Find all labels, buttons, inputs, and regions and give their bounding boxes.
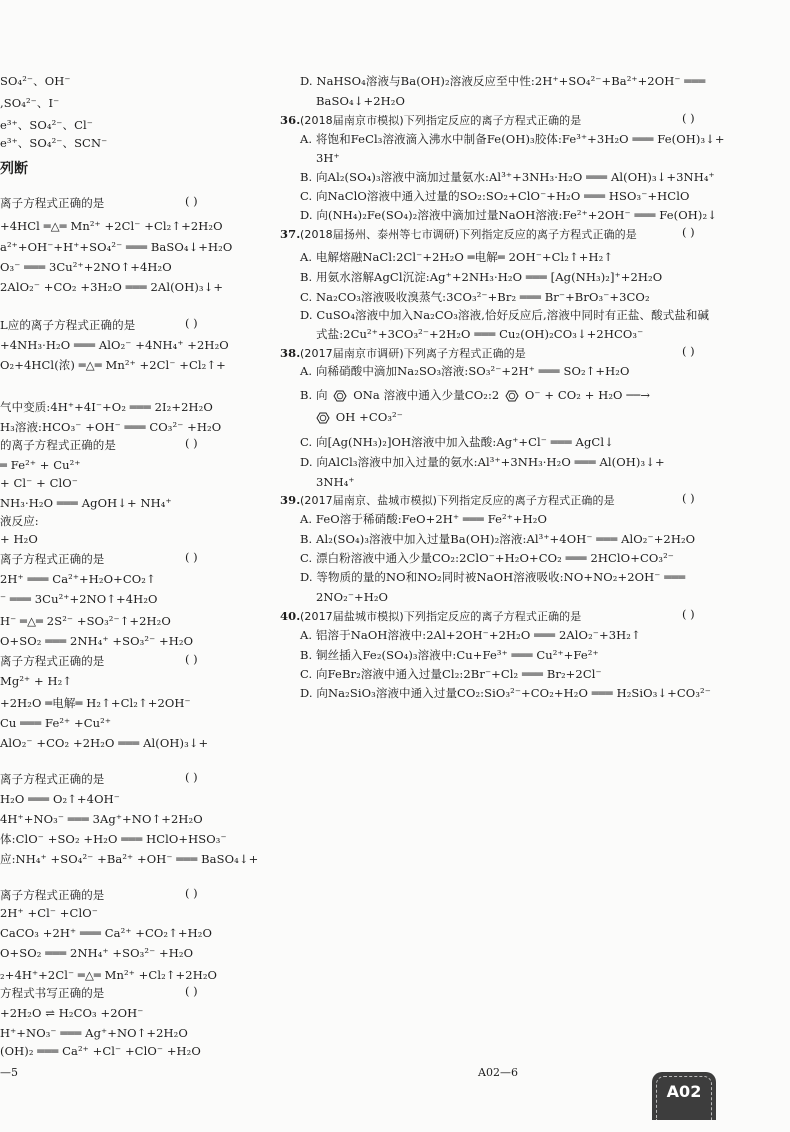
text-line: + Cl⁻ + ClO⁻ [0, 476, 78, 490]
option-line: 式盐:2Cu²⁺+3CO₃²⁻+2H₂O ═══ Cu₂(OH)₂CO₃↓+2HCO₃⁻ [316, 327, 644, 341]
text-line: ═ Fe²⁺ + Cu²⁺ [0, 458, 81, 472]
answer-bracket: ( ) [185, 316, 198, 330]
text-line: 应:NH₄⁺ +SO₄²⁻ +Ba²⁺ +OH⁻ ═══ BaSO₄↓+ [0, 852, 259, 866]
text-line: H⁻ ═△═ 2S²⁻ +SO₃²⁻↑+2H₂O [0, 614, 171, 628]
text-line: AlO₂⁻ +CO₂ +2H₂O ═══ Al(OH)₃↓+ [0, 736, 209, 750]
option-b-prefix: B. 向 [300, 388, 328, 402]
option-d: D. 等物质的量的NO和NO₂同时被NaOH溶液吸收:NO+NO₂+2OH⁻ ═══ [300, 570, 686, 584]
text-line: + H₂O [0, 532, 38, 546]
answer-bracket: ( ) [185, 886, 198, 900]
text-line: +2H₂O ⇌ H₂CO₃ +2OH⁻ [0, 1006, 144, 1020]
question-number: 37. [280, 227, 301, 241]
option-line [316, 408, 403, 427]
answer-bracket: ( ) [185, 770, 198, 784]
option-line: 3NH₄⁺ [316, 475, 355, 489]
answer-bracket: ( ) [185, 194, 198, 208]
option-b [300, 386, 650, 405]
text-line: ₂+4H⁺+2Cl⁻ ═△═ Mn²⁺ +Cl₂↑+2H₂O [0, 968, 218, 982]
text-line: NH₃·H₂O ═══ AgOH↓+ NH₄⁺ [0, 496, 172, 510]
text-line: 离子方程式正确的是 [0, 196, 105, 210]
answer-bracket: ( ) [682, 607, 695, 621]
answer-bracket: ( ) [682, 344, 695, 358]
option-line: D. NaHSO₄溶液与Ba(OH)₂溶液反应至中性:2H⁺+SO₄²⁻+Ba²⁺+2OH⁻ ═══ [300, 74, 706, 88]
text-line: 液反应: [0, 514, 39, 528]
option-a: A. FeO溶于稀硝酸:FeO+2H⁺ ═══ Fe²⁺+H₂O [300, 512, 548, 526]
text-line: +4NH₃·H₂O ═══ AlO₂⁻ +4NH₄⁺ +2H₂O [0, 338, 229, 352]
question-stem: (2017届盐城市模拟)下列指定反应的离子方程式正确的是 [300, 610, 582, 623]
text-line: 方程式书写正确的是 [0, 986, 105, 1000]
text-line: O+SO₂ ═══ 2NH₄⁺ +SO₃²⁻ +H₂O [0, 946, 194, 960]
text-line: SO₄²⁻、OH⁻ [0, 74, 71, 88]
text-line: e³⁺、SO₄²⁻、Cl⁻ [0, 118, 93, 132]
text-line: +2H₂O ═电解═ H₂↑+Cl₂↑+2OH⁻ [0, 696, 191, 710]
answer-bracket: ( ) [185, 652, 198, 666]
option-line: 2NO₂⁻+H₂O [316, 590, 389, 604]
question-number: 36. [280, 113, 301, 127]
question-stem: (2018届南京市模拟)下列指定反应的离子方程式正确的是 [300, 114, 582, 127]
text-line: H⁺+NO₃⁻ ═══ Ag⁺+NO↑+2H₂O [0, 1026, 188, 1040]
text-line: (OH)₂ ═══ Ca²⁺ +Cl⁻ +ClO⁻ +H₂O [0, 1044, 201, 1058]
answer-bracket: ( ) [185, 984, 198, 998]
option-a: A. 电解熔融NaCl:2Cl⁻+2H₂O ═电解═ 2OH⁻+Cl₂↑+H₂↑ [300, 250, 614, 264]
option-d: D. 向Na₂SiO₃溶液中通入过量CO₂:SiO₃²⁻+CO₂+H₂O ═══ H₂SiO₃↓+CO₃²⁻ [300, 686, 711, 700]
option-b: B. 向Al₂(SO₄)₃溶液中滴加过量氨水:Al³⁺+3NH₃·H₂O ═══ Al(OH)₃↓+3NH₄⁺ [300, 170, 715, 184]
option-a: A. 将饱和FeCl₃溶液滴入沸水中制备Fe(OH)₃胶体:Fe³⁺+3H₂O ═══ Fe(OH)₃↓+ [300, 132, 725, 146]
option-a: A. 向稀硝酸中滴加Na₂SO₃溶液:SO₃²⁻+2H⁺ ═══ SO₂↑+H₂O [300, 364, 630, 378]
question-number: 38. [280, 346, 301, 360]
page-number-left: —5 [0, 1066, 18, 1079]
text-line: +4HCl ═△═ Mn²⁺ +2Cl⁻ +Cl₂↑+2H₂O [0, 219, 223, 233]
text-line: 离子方程式正确的是 [0, 888, 105, 902]
text-line: 的离子方程式正确的是 [0, 438, 116, 452]
text-line: O+SO₂ ═══ 2NH₄⁺ +SO₃²⁻ +H₂O [0, 634, 194, 648]
option-c: C. 向[Ag(NH₃)₂]OH溶液中加入盐酸:Ag⁺+Cl⁻ ═══ AgCl↓ [300, 435, 614, 449]
text-line: 离子方程式正确的是 [0, 552, 105, 566]
text-line: H₂O ═══ O₂↑+4OH⁻ [0, 792, 120, 806]
answer-bracket: ( ) [185, 436, 198, 450]
text-line: 2AlO₂⁻ +CO₂ +3H₂O ═══ 2Al(OH)₃↓+ [0, 280, 224, 294]
benzene-ring-icon [505, 390, 519, 402]
option-b-mid: ONa 溶液中通入少量CO₂:2 [353, 388, 500, 402]
text-line: 离子方程式正确的是 [0, 654, 105, 668]
option-b: B. 铜丝插入Fe₂(SO₄)₃溶液中:Cu+Fe³⁺ ═══ Cu²⁺+Fe²⁺ [300, 648, 599, 662]
text-line: CaCO₃ +2H⁺ ═══ Ca²⁺ +CO₂↑+H₂O [0, 926, 212, 940]
text-line: 2H⁺ ═══ Ca²⁺+H₂O+CO₂↑ [0, 572, 156, 586]
option-b: B. Al₂(SO₄)₃溶液中加入过量Ba(OH)₂溶液:Al³⁺+4OH⁻ ═══ AlO₂⁻+2H₂O [300, 532, 696, 546]
text-line: O₂+4HCl(浓) ═△═ Mn²⁺ +2Cl⁻ +Cl₂↑+ [0, 358, 226, 372]
text-line: 体:ClO⁻ +SO₂ +H₂O ═══ HClO+HSO₃⁻ [0, 832, 227, 846]
question-stem: (2017届南京市调研)下列离子方程式正确的是 [300, 347, 526, 360]
option-b-product: OH +CO₃²⁻ [335, 410, 403, 424]
option-d: D. CuSO₄溶液中加入Na₂CO₃溶液,恰好反应后,溶液中同时有正盐、酸式盐和碱 [300, 308, 710, 322]
text-line: 离子方程式正确的是 [0, 772, 105, 786]
option-d: D. 向(NH₄)₂Fe(SO₄)₂溶液中滴加过量NaOH溶液:Fe²⁺+2OH⁻ ═══ Fe(OH)₂↓ [300, 208, 717, 222]
text-line: ,SO₄²⁻、I⁻ [0, 96, 60, 110]
text-line: ⁻ ═══ 3Cu²⁺+2NO↑+4H₂O [0, 592, 158, 606]
text-line: 2H⁺ +Cl⁻ +ClO⁻ [0, 906, 98, 920]
text-line: a²⁺+OH⁻+H⁺+SO₄²⁻ ═══ BaSO₄↓+H₂O [0, 240, 233, 254]
question-number: 40. [280, 609, 301, 623]
benzene-ring-icon [333, 390, 347, 402]
page-tab-badge [652, 1072, 716, 1120]
text-line: 4H⁺+NO₃⁻ ═══ 3Ag⁺+NO↑+2H₂O [0, 812, 203, 826]
question-stem: (2017届南京、盐城市模拟)下列指定反应的离子方程式正确的是 [300, 494, 615, 507]
question-stem: (2018届扬州、泰州等七市调研)下列指定反应的离子方程式正确的是 [300, 228, 637, 241]
option-b-end: O⁻ + CO₂ + H₂O ──→ [524, 388, 651, 402]
question-number: 39. [280, 493, 301, 507]
badge-label: A02 [666, 1082, 702, 1101]
option-c: C. 向FeBr₂溶液中通入过量Cl₂:2Br⁻+Cl₂ ═══ Br₂+2Cl⁻ [300, 667, 602, 681]
text-line: O₃⁻ ═══ 3Cu²⁺+2NO↑+4H₂O [0, 260, 172, 274]
option-b: B. 用氨水溶解AgCl沉淀:Ag⁺+2NH₃·H₂O ═══ [Ag(NH₃)₂]⁺+2H₂O [300, 270, 663, 284]
page-number: A02—6 [478, 1066, 518, 1079]
option-a: A. 铝溶于NaOH溶液中:2Al+2OH⁻+2H₂O ═══ 2AlO₂⁻+3H₂↑ [300, 628, 641, 642]
option-d: D. 向AlCl₃溶液中加入过量的氨水:Al³⁺+3NH₃·H₂O ═══ Al(OH)₃↓+ [300, 455, 665, 469]
answer-bracket: ( ) [682, 491, 695, 505]
text-line: L应的离子方程式正确的是 [0, 318, 136, 332]
text-line: Cu ═══ Fe²⁺ +Cu²⁺ [0, 716, 112, 730]
text-line: e³⁺、SO₄²⁻、SCN⁻ [0, 136, 108, 150]
text-line: H₃溶液:HCO₃⁻ +OH⁻ ═══ CO₃²⁻ +H₂O [0, 420, 222, 434]
answer-bracket: ( ) [682, 111, 695, 125]
option-c: C. 向NaClO溶液中通入过量的SO₂:SO₂+ClO⁻+H₂O ═══ HSO₃⁻+HClO [300, 189, 690, 203]
section-title: 列断 [0, 161, 28, 177]
benzene-ring-icon [316, 412, 330, 424]
answer-bracket: ( ) [682, 225, 695, 239]
text-line: Mg²⁺ + H₂↑ [0, 674, 73, 688]
option-c: C. 漂白粉溶液中通入少量CO₂:2ClO⁻+H₂O+CO₂ ═══ 2HClO+CO₃²⁻ [300, 551, 674, 565]
option-line: 3H⁺ [316, 151, 340, 165]
text-line: 气中变质:4H⁺+4I⁻+O₂ ═══ 2I₂+2H₂O [0, 400, 213, 414]
option-line: BaSO₄↓+2H₂O [316, 94, 405, 108]
option-c: C. Na₂CO₃溶液吸收溴蒸气:3CO₃²⁻+Br₂ ═══ Br⁻+BrO₃⁻+3CO₂ [300, 290, 650, 304]
answer-bracket: ( ) [185, 550, 198, 564]
